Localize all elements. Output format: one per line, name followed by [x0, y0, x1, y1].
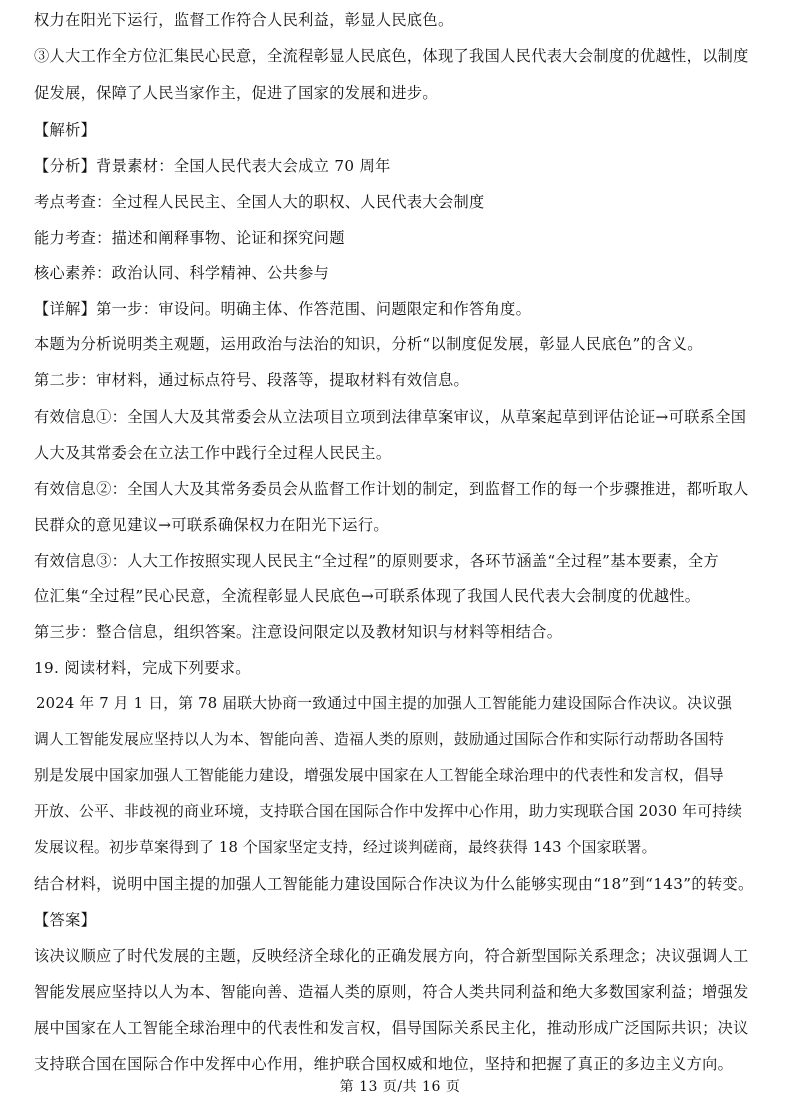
- answer-line: 该决议顺应了时代发展的主题，反映经济全球化的正确发展方向，符合新型国际关系理念；决议强调人工: [34, 947, 749, 965]
- answer-line: 智能发展应坚持以人为本、智能向善、造福人类的原则，符合人类共同利益和绝大多数国家利益；增强发: [34, 983, 749, 1001]
- text-line: 权力在阳光下运行，监督工作符合人民利益，彰显人民底色。: [34, 11, 454, 29]
- material-line: 发展议程。初步草案得到了 18 个国家坚定支持，经过谈判磋商，最终获得 143 个国家联署。: [34, 839, 657, 856]
- answer-line: 展中国家在人工智能全球治理中的代表性和发言权，倡导国际关系民主化，推动形成广泛国际共识；决议: [34, 1019, 749, 1037]
- text-line: 民群众的意见建议→可联系确保权力在阳光下运行。: [34, 516, 389, 534]
- question-prompt: 结合材料，说明中国主提的加强人工智能能力建设国际合作决议为什么能够实现由“18”到“143”的转变。: [34, 875, 754, 893]
- text-line: 人大及其常委会在立法工作中践行全过程人民民主。: [34, 444, 392, 462]
- text-line: 第三步：整合信息，组织答案。注意设问限定以及教材知识与材料等相结合。: [34, 623, 563, 641]
- material-line: 开放、公平、非歧视的商业环境，支持联合国在国际合作中发挥中心作用，助力实现联合国 2030 年可持续: [34, 803, 743, 820]
- text-line: 本题为分析说明类主观题，运用政治与法治的知识，分析“以制度促发展，彰显人民底色”的含义。: [34, 335, 703, 353]
- text-line: 【分析】背景素材：全国人民代表大会成立 70 周年: [34, 157, 391, 175]
- section-heading-analysis: 【解析】: [34, 121, 97, 139]
- page-footer: 第 13 页/共 16 页: [339, 1079, 461, 1095]
- text-line: 有效信息③：人大工作按照实现人民民主“全过程”的原则要求，各环节涵盖“全过程”基本要素，全方: [34, 552, 720, 570]
- text-line: 有效信息①：全国人大及其常委会从立法项目立项到法律草案审议，从草案起草到评估论证→可联系全国: [34, 408, 747, 426]
- text-line: 考点考查：全过程人民民主、全国人大的职权、人民代表大会制度: [34, 193, 485, 211]
- material-line: 别是发展中国家加强人工智能能力建设，增强发展中国家在人工智能全球治理中的代表性和发言权，倡导: [34, 767, 724, 784]
- text-line: ③人大工作全方位汇集民心民意，全流程彰显人民底色，体现了我国人民代表大会制度的优越性，以制度: [34, 47, 749, 65]
- answer-line: 支持联合国在国际合作中发挥中心作用，维护联合国权威和地位，坚持和把握了真正的多边主义方向。: [34, 1055, 734, 1073]
- text-line: 有效信息②：全国人大及其常务委员会从监督工作计划的制定，到监督工作的每一个步骤推进，都听取人: [34, 480, 749, 498]
- text-line: 核心素养：政治认同、科学精神、公共参与: [34, 264, 330, 282]
- text-line: 第二步：审材料，通过标点符号、段落等，提取材料有效信息。: [34, 371, 470, 389]
- material-line: 2024 年 7 月 1 日，第 78 届联大协商一致通过中国主提的加强人工智能能力建设国际合作决议。决议强: [36, 695, 733, 712]
- text-line: 促发展，保障了人民当家作主，促进了国家的发展和进步。: [34, 84, 438, 102]
- question-heading: 19. 阅读材料，完成下列要求。: [34, 659, 251, 677]
- section-heading-answer: 【答案】: [34, 911, 97, 929]
- text-line: 位汇集“全过程”民心民意，全流程彰显人民底色→可联系体现了我国人民代表大会制度的优越性。: [34, 587, 701, 605]
- material-line: 调人工智能发展应坚持以人为本、智能向善、造福人类的原则，鼓励通过国际合作和实际行动帮助各国特: [34, 731, 724, 748]
- text-line: 【详解】第一步：审设问。明确主体、作答范围、问题限定和作答角度。: [34, 300, 532, 318]
- text-line: 能力考查：描述和阐释事物、论证和探究问题: [34, 229, 345, 247]
